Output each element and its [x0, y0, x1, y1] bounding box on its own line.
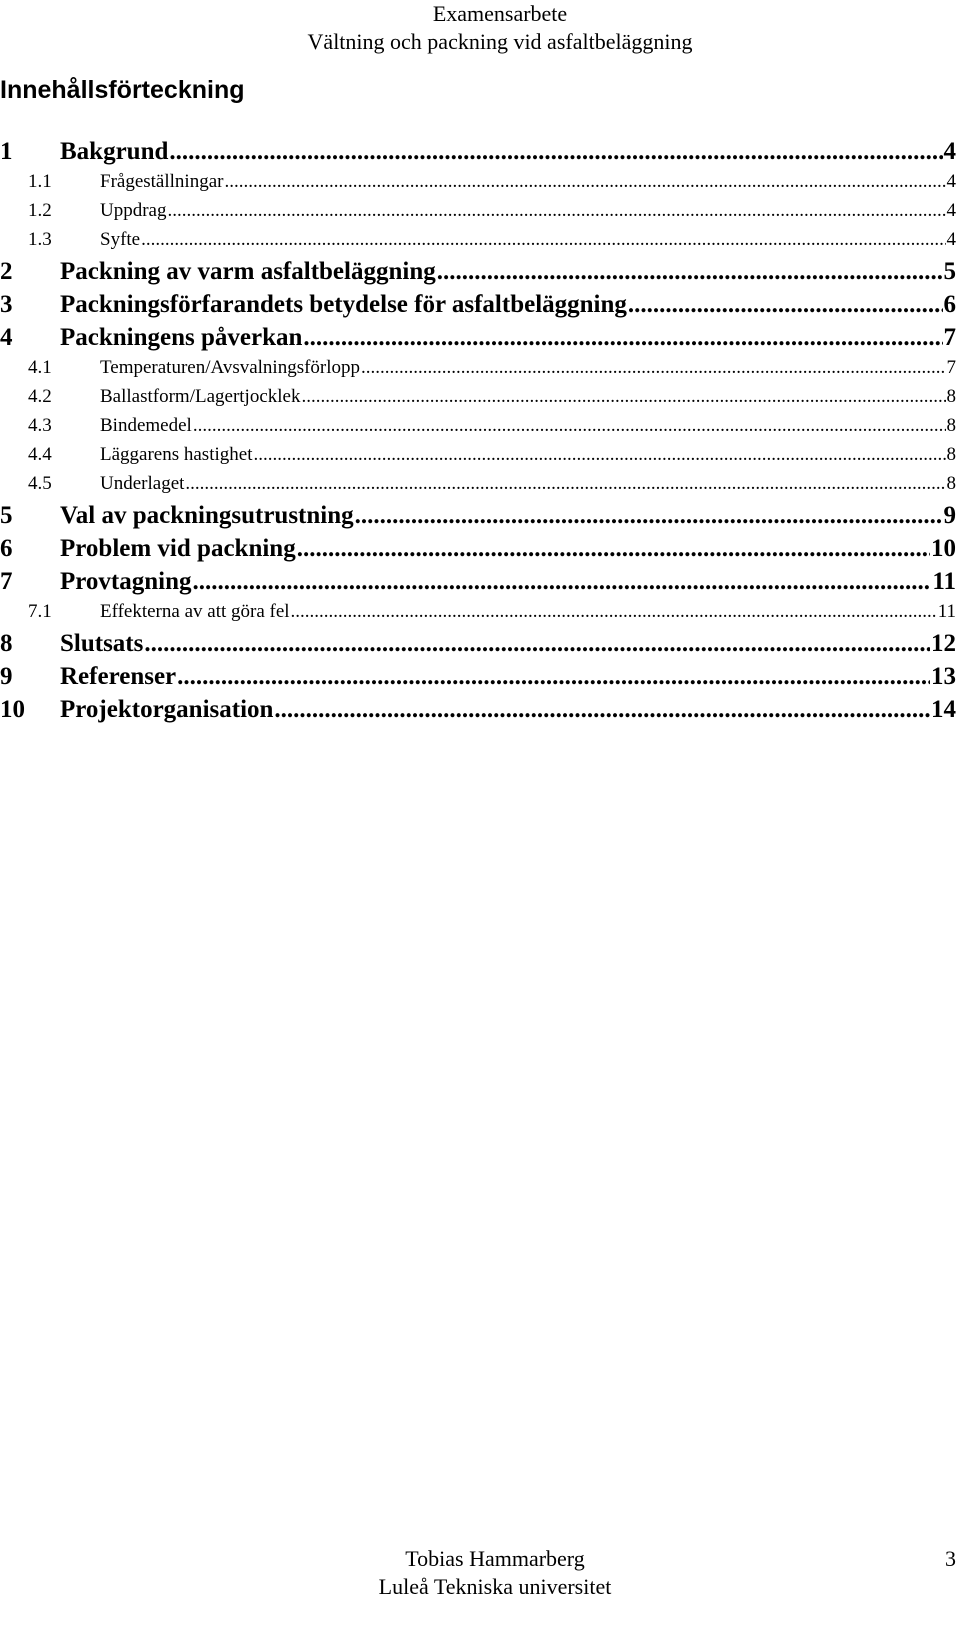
- toc-entry-page: 7: [943, 324, 956, 351]
- toc-entry[interactable]: [0, 386, 960, 415]
- toc-dot-leader: [355, 502, 943, 530]
- toc-entry[interactable]: [0, 535, 960, 568]
- toc-entry-label: Syfte: [100, 229, 141, 250]
- toc-dot-leader: [193, 568, 932, 596]
- footer-author: Tobias Hammarberg: [405, 1546, 585, 1571]
- toc-entry-number: 1: [0, 138, 13, 165]
- toc-entry-label: Val av packningsutrustning: [60, 502, 354, 529]
- toc-entry-page: 12: [931, 630, 956, 657]
- header-document-type: Examensarbete: [432, 1, 568, 26]
- toc-entry-number: 4.4: [28, 444, 52, 465]
- toc-dot-leader: [437, 258, 943, 286]
- toc-dot-leader: [177, 663, 930, 691]
- toc-entry-number: 1.1: [28, 171, 52, 192]
- toc-entry[interactable]: [0, 568, 960, 601]
- page-header: [0, 0, 960, 56]
- toc-entry[interactable]: [0, 663, 960, 696]
- toc-entry-number: 4.1: [28, 357, 52, 378]
- toc-dot-leader: [144, 630, 930, 658]
- toc-entry-number: 7.1: [28, 601, 52, 622]
- toc-entry-label: Underlaget: [100, 473, 185, 494]
- toc-dot-leader: [169, 138, 942, 166]
- toc-entry-number: 4.2: [28, 386, 52, 407]
- toc-entry-page: 4: [946, 200, 956, 221]
- toc-entry-number: 4: [0, 324, 13, 351]
- toc-entry[interactable]: [0, 630, 960, 663]
- toc-entry[interactable]: [0, 138, 960, 171]
- toc-entry-label: Ballastform/Lagertjocklek: [100, 386, 301, 407]
- footer-institution: Luleå Tekniska universitet: [378, 1574, 612, 1599]
- toc-entry-page: 5: [943, 258, 956, 285]
- toc-entry-label: Packningsförfarandets betydelse för asfaltbeläggning: [60, 291, 627, 318]
- toc-entry[interactable]: [0, 415, 960, 444]
- toc-entry-number: 4.3: [28, 415, 52, 436]
- toc-entry-number: 10: [0, 696, 25, 723]
- table-of-contents: [0, 138, 960, 729]
- toc-entry-label: Packning av varm asfaltbeläggning: [60, 258, 436, 285]
- toc-entry-page: 9: [943, 502, 956, 529]
- toc-entry-number: 9: [0, 663, 13, 690]
- toc-entry-page: 4: [943, 138, 956, 165]
- toc-entry-page: 11: [932, 568, 956, 595]
- toc-entry[interactable]: [0, 502, 960, 535]
- toc-dot-leader: [361, 357, 945, 379]
- toc-dot-leader: [297, 535, 930, 563]
- toc-entry[interactable]: [0, 171, 960, 200]
- toc-dot-leader: [185, 473, 945, 495]
- toc-dot-leader: [224, 171, 945, 193]
- toc-entry-page: 8: [946, 415, 956, 436]
- toc-entry-label: Frågeställningar: [100, 171, 224, 192]
- toc-dot-leader: [167, 200, 945, 222]
- toc-entry-page: 11: [937, 601, 956, 622]
- toc-entry-number: 8: [0, 630, 13, 657]
- toc-entry[interactable]: [0, 200, 960, 229]
- toc-dot-leader: [141, 229, 945, 251]
- toc-entry[interactable]: [0, 324, 960, 357]
- toc-entry-page: 6: [943, 291, 956, 318]
- toc-entry-label: Referenser: [60, 663, 177, 690]
- toc-entry-page: 4: [946, 171, 956, 192]
- toc-entry-label: Temperaturen/Avsvalningsförlopp: [100, 357, 361, 378]
- toc-entry-label: Slutsats: [60, 630, 144, 657]
- toc-entry-page: 4: [946, 229, 956, 250]
- toc-dot-leader: [303, 324, 942, 352]
- toc-entry-label: Projektorganisation: [60, 696, 274, 723]
- toc-entry-label: Läggarens hastighet: [100, 444, 253, 465]
- toc-dot-leader: [253, 444, 945, 466]
- toc-dot-leader: [291, 601, 937, 623]
- toc-entry[interactable]: [0, 444, 960, 473]
- toc-heading: Innehållsförteckning: [0, 76, 245, 104]
- toc-entry-number: 2: [0, 258, 13, 285]
- toc-entry[interactable]: [0, 291, 960, 324]
- toc-entry[interactable]: [0, 601, 960, 630]
- toc-entry-number: 6: [0, 535, 13, 562]
- toc-entry-page: 8: [946, 386, 956, 407]
- toc-entry[interactable]: [0, 258, 960, 291]
- toc-entry[interactable]: [0, 696, 960, 729]
- toc-dot-leader: [193, 415, 946, 437]
- toc-entry-page: 14: [931, 696, 956, 723]
- toc-entry[interactable]: [0, 229, 960, 258]
- toc-dot-leader: [274, 696, 930, 724]
- toc-entry-page: 10: [931, 535, 956, 562]
- toc-entry-label: Packningens påverkan: [60, 324, 303, 351]
- toc-entry-number: 7: [0, 568, 13, 595]
- toc-entry-label: Bakgrund: [60, 138, 169, 165]
- toc-entry-page: 8: [946, 473, 956, 494]
- toc-entry-label: Bindemedel: [100, 415, 192, 436]
- toc-entry-page: 13: [931, 663, 956, 690]
- toc-entry[interactable]: [0, 473, 960, 502]
- toc-dot-leader: [301, 386, 945, 408]
- toc-entry[interactable]: [0, 357, 960, 386]
- toc-entry-number: 1.3: [28, 229, 52, 250]
- toc-entry-label: Provtagning: [60, 568, 192, 595]
- toc-entry-label: Uppdrag: [100, 200, 167, 221]
- toc-entry-page: 8: [946, 444, 956, 465]
- toc-entry-label: Problem vid packning: [60, 535, 296, 562]
- toc-entry-label: Effekterna av att göra fel: [100, 601, 290, 622]
- toc-entry-number: 5: [0, 502, 13, 529]
- header-document-title: Vältning och packning vid asfaltbeläggning: [307, 29, 693, 54]
- page-number: 3: [945, 1546, 956, 1571]
- toc-dot-leader: [628, 291, 943, 319]
- toc-entry-number: 1.2: [28, 200, 52, 221]
- page-footer: [0, 1545, 960, 1601]
- toc-entry-page: 7: [946, 357, 956, 378]
- toc-entry-number: 4.5: [28, 473, 52, 494]
- toc-entry-number: 3: [0, 291, 13, 318]
